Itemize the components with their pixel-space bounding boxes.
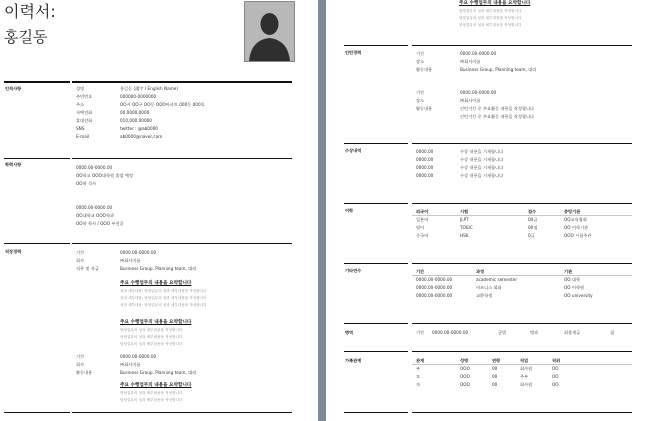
education-row: 0000.00-0000.00 bbox=[76, 165, 113, 170]
activity-label: 활동내용 bbox=[416, 106, 433, 111]
training-cell: academic semester bbox=[476, 277, 518, 282]
training-cell: 비즈니스 회화 bbox=[476, 285, 502, 290]
career-label: 직무 및 직급 bbox=[76, 266, 99, 271]
activity-label: 기간 bbox=[416, 51, 425, 56]
training-header: 기간 bbox=[416, 269, 425, 274]
task-line: 담당업무의 성과 세부내용을 작성합니다 bbox=[120, 391, 183, 395]
family-cell: OOO bbox=[460, 382, 470, 387]
training-cell: 0000.00-0000.00 bbox=[416, 293, 453, 298]
task-line: 담당업무의 성과 세부내용을 작성합니다 bbox=[120, 342, 183, 346]
language-cell: HSK bbox=[460, 233, 469, 238]
family-header: 직업 bbox=[520, 358, 529, 363]
task-line: 담당업무의 성과 세부내용을 작성합니다 bbox=[120, 398, 183, 402]
task-title: 주요 수행업무의 내용을 요약합니다 bbox=[459, 1, 531, 6]
family-cell: 부 bbox=[416, 366, 421, 371]
language-cell: OOO 시험주관 bbox=[564, 233, 592, 238]
personal-value: 홍길동 (漢字 / English Name) bbox=[120, 86, 178, 91]
personal-value: twitter : @ab0000 bbox=[120, 126, 158, 131]
language-cell: 일본어 bbox=[416, 217, 429, 222]
training-cell: OO university bbox=[564, 293, 593, 298]
profile-photo bbox=[244, 1, 295, 62]
personal-label: E-mail bbox=[76, 134, 90, 139]
personal-label: 성명 bbox=[76, 86, 85, 91]
activity-label: 장소 bbox=[416, 98, 425, 103]
career-label: 기간 bbox=[76, 354, 85, 359]
activity-detail: Business Group, Planning team, 대리 bbox=[460, 67, 537, 72]
activity-label: 장소 bbox=[416, 59, 425, 64]
activity-detail: 인턴기간 중 주요활동 내용을 작성합니다 bbox=[460, 106, 535, 111]
training-cell: OO 어학원 bbox=[564, 285, 585, 290]
family-cell: 자 bbox=[416, 382, 421, 387]
personal-value: OO시 OO구 OO동 OOO아파트 000동 000호 bbox=[120, 102, 205, 107]
career-period: 0000.00-0000.00 bbox=[120, 354, 157, 359]
family-cell: 00 bbox=[492, 382, 498, 387]
activity-place: ㈜회사이름 bbox=[460, 59, 481, 64]
training-header: 기관 bbox=[564, 269, 573, 274]
career-role: Business Group, Planning team, 대리 bbox=[120, 266, 197, 271]
task-line: 성과 세부내용: 담당업무의 성과 세부내용을 작성합니다 bbox=[120, 289, 207, 293]
personal-label: 주소 bbox=[76, 102, 85, 107]
task-title: 주요 수행업무의 내용을 요약합니다 bbox=[120, 320, 192, 325]
language-header: 시험 bbox=[460, 209, 469, 214]
language-cell: 00급 bbox=[528, 217, 538, 222]
language-cell: JLPT bbox=[460, 217, 469, 222]
activity-label: 활동내용 bbox=[416, 67, 433, 72]
personal-label: 주민번호 bbox=[76, 94, 93, 99]
military-label: 기간 bbox=[416, 330, 425, 335]
language-header: 외국어 bbox=[416, 209, 429, 214]
activity-label: 기간 bbox=[416, 90, 425, 95]
language-cell: OO 어학기관 bbox=[564, 225, 589, 230]
training-heading: 기타연수 bbox=[345, 268, 362, 273]
career-role: Business Group, Planning team, 대리 bbox=[120, 370, 197, 375]
career-label: 회사 bbox=[76, 258, 85, 263]
education-row: OO학 석사 bbox=[76, 181, 97, 186]
award-text: 수상 내용을 기재합니다 bbox=[460, 173, 504, 178]
career-period: 0000.00-0000.00 bbox=[120, 250, 157, 255]
language-cell: 00점 bbox=[528, 225, 538, 230]
career-heading: 직장경력 bbox=[5, 249, 22, 254]
award-text: 수상 내용을 기재합니다 bbox=[460, 165, 504, 170]
military-label: 최종계급 bbox=[564, 330, 581, 335]
activity-period: 0000.00-0000.00 bbox=[460, 90, 497, 95]
task-line: 담당업무의 성과 세부내용을 작성합니다 bbox=[459, 16, 522, 20]
award-date: 0000.00 bbox=[416, 165, 434, 170]
language-cell: 영어 bbox=[416, 225, 425, 230]
personal-value: ab0000@naver,com bbox=[120, 134, 163, 139]
training-cell: 교환학생 bbox=[476, 293, 493, 298]
language-cell: 중국어 bbox=[416, 233, 429, 238]
task-line: 담당업무의 성과 세부내용을 작성합니다 bbox=[459, 9, 522, 13]
family-heading: 가족관계 bbox=[345, 358, 362, 363]
military-heading: 병역 bbox=[345, 330, 354, 335]
award-date: 0000.00 bbox=[416, 149, 434, 154]
personal-heading: 인적사항 bbox=[5, 86, 22, 91]
personal-value: 000000-0000000 bbox=[120, 94, 157, 99]
award-text: 수상 내용을 기재합니다 bbox=[460, 149, 504, 154]
resume-page-1 bbox=[0, 0, 318, 421]
family-cell: OOO bbox=[460, 366, 470, 371]
career-company: ㈜회사이름 bbox=[120, 258, 141, 263]
family-cell: 00 bbox=[492, 374, 498, 379]
language-header: 점수 bbox=[528, 209, 537, 214]
family-cell: OO bbox=[552, 382, 559, 387]
family-header: 관계 bbox=[416, 358, 425, 363]
task-line: 담당업무의 성과 세부내용을 작성합니다 bbox=[120, 335, 183, 339]
family-cell: 00 bbox=[492, 366, 498, 371]
education-row: 0000.00-0000.00 bbox=[76, 205, 113, 210]
language-header: 증빙기관 bbox=[564, 209, 581, 214]
career-label: 활동내용 bbox=[76, 370, 93, 375]
resume-page-2 bbox=[326, 0, 650, 421]
award-text: 수상 내용을 기재합니다 bbox=[460, 157, 504, 162]
family-header: 연령 bbox=[492, 358, 501, 363]
awards-heading: 수상내역 bbox=[345, 148, 362, 153]
education-row: OO대학교 OOO학과 bbox=[76, 213, 115, 218]
personal-label: 휴대전화 bbox=[76, 118, 93, 123]
education-row: OO학교 OOO대학원 졸업 예정 bbox=[76, 173, 133, 178]
task-title: 주요 수행업무의 내용을 요약합니다 bbox=[120, 383, 192, 388]
family-header: 직위 bbox=[552, 358, 561, 363]
family-cell: OO bbox=[552, 374, 559, 379]
family-cell: 주부 bbox=[520, 374, 529, 379]
family-cell: 모 bbox=[416, 374, 421, 379]
applicant-name: 홍길동 bbox=[4, 28, 48, 46]
education-heading: 학력사항 bbox=[5, 162, 22, 167]
family-cell: OOO bbox=[460, 374, 470, 379]
person-silhouette-icon bbox=[245, 2, 294, 61]
training-cell: 0000.00-0000.00 bbox=[416, 277, 453, 282]
award-date: 0000.00 bbox=[416, 157, 434, 162]
task-line: 성과 세부내용: 담당업무의 성과 세부내용을 작성합니다 bbox=[120, 303, 207, 307]
personal-label: SNS bbox=[76, 126, 85, 131]
task-line: 성과 세부내용: 담당업무의 성과 세부내용을 작성합니다 bbox=[120, 296, 207, 300]
career-company: ㈜회사이름 bbox=[120, 362, 141, 367]
personal-label: 자택전화 bbox=[76, 110, 93, 115]
education-row: OO학 학사 / OOO 부전공 bbox=[76, 221, 124, 226]
resume-title: 이력서: bbox=[4, 2, 56, 21]
language-cell: 0급 bbox=[528, 233, 535, 238]
training-header: 과정 bbox=[476, 269, 485, 274]
family-header: 성명 bbox=[460, 358, 469, 363]
family-cell: OO bbox=[552, 366, 559, 371]
training-cell: 0000.00-0000.00 bbox=[416, 285, 453, 290]
personal-value: 00,0000,0000 bbox=[120, 110, 150, 115]
career-label: 기간 bbox=[76, 250, 85, 255]
language-heading: 어학 bbox=[345, 208, 354, 213]
military-label: 필 bbox=[610, 330, 615, 335]
military-label: 병과 bbox=[530, 330, 539, 335]
training-cell: OO 대학 bbox=[564, 277, 581, 282]
family-cell: 회사원 bbox=[520, 366, 533, 371]
task-line: 담당업무의 성과 세부내용을 작성합니다 bbox=[120, 328, 183, 332]
activity-detail: 인턴기간 중 주요활동 내용을 작성합니다 bbox=[460, 114, 535, 119]
activity-place: ㈜회사이름 bbox=[460, 98, 481, 103]
activity-heading: 인턴경력 bbox=[345, 50, 362, 55]
career-label: 회사 bbox=[76, 362, 85, 367]
military-label: 군별 bbox=[498, 330, 507, 335]
award-date: 0000.00 bbox=[416, 173, 434, 178]
task-line: 담당업무의 성과 세부내용을 작성합니다 bbox=[459, 23, 522, 27]
military-period: 0000.00-0000.00 bbox=[432, 330, 469, 335]
family-cell: 회사원 bbox=[520, 382, 533, 387]
language-cell: OO교육협회 bbox=[564, 217, 587, 222]
task-title: 주요 수행업무의 내용을 요약합니다 bbox=[120, 281, 192, 286]
personal-value: 010,000,00000 bbox=[120, 118, 152, 123]
activity-period: 0000.00-0000.00 bbox=[460, 51, 497, 56]
language-cell: TOEIC bbox=[460, 225, 473, 230]
